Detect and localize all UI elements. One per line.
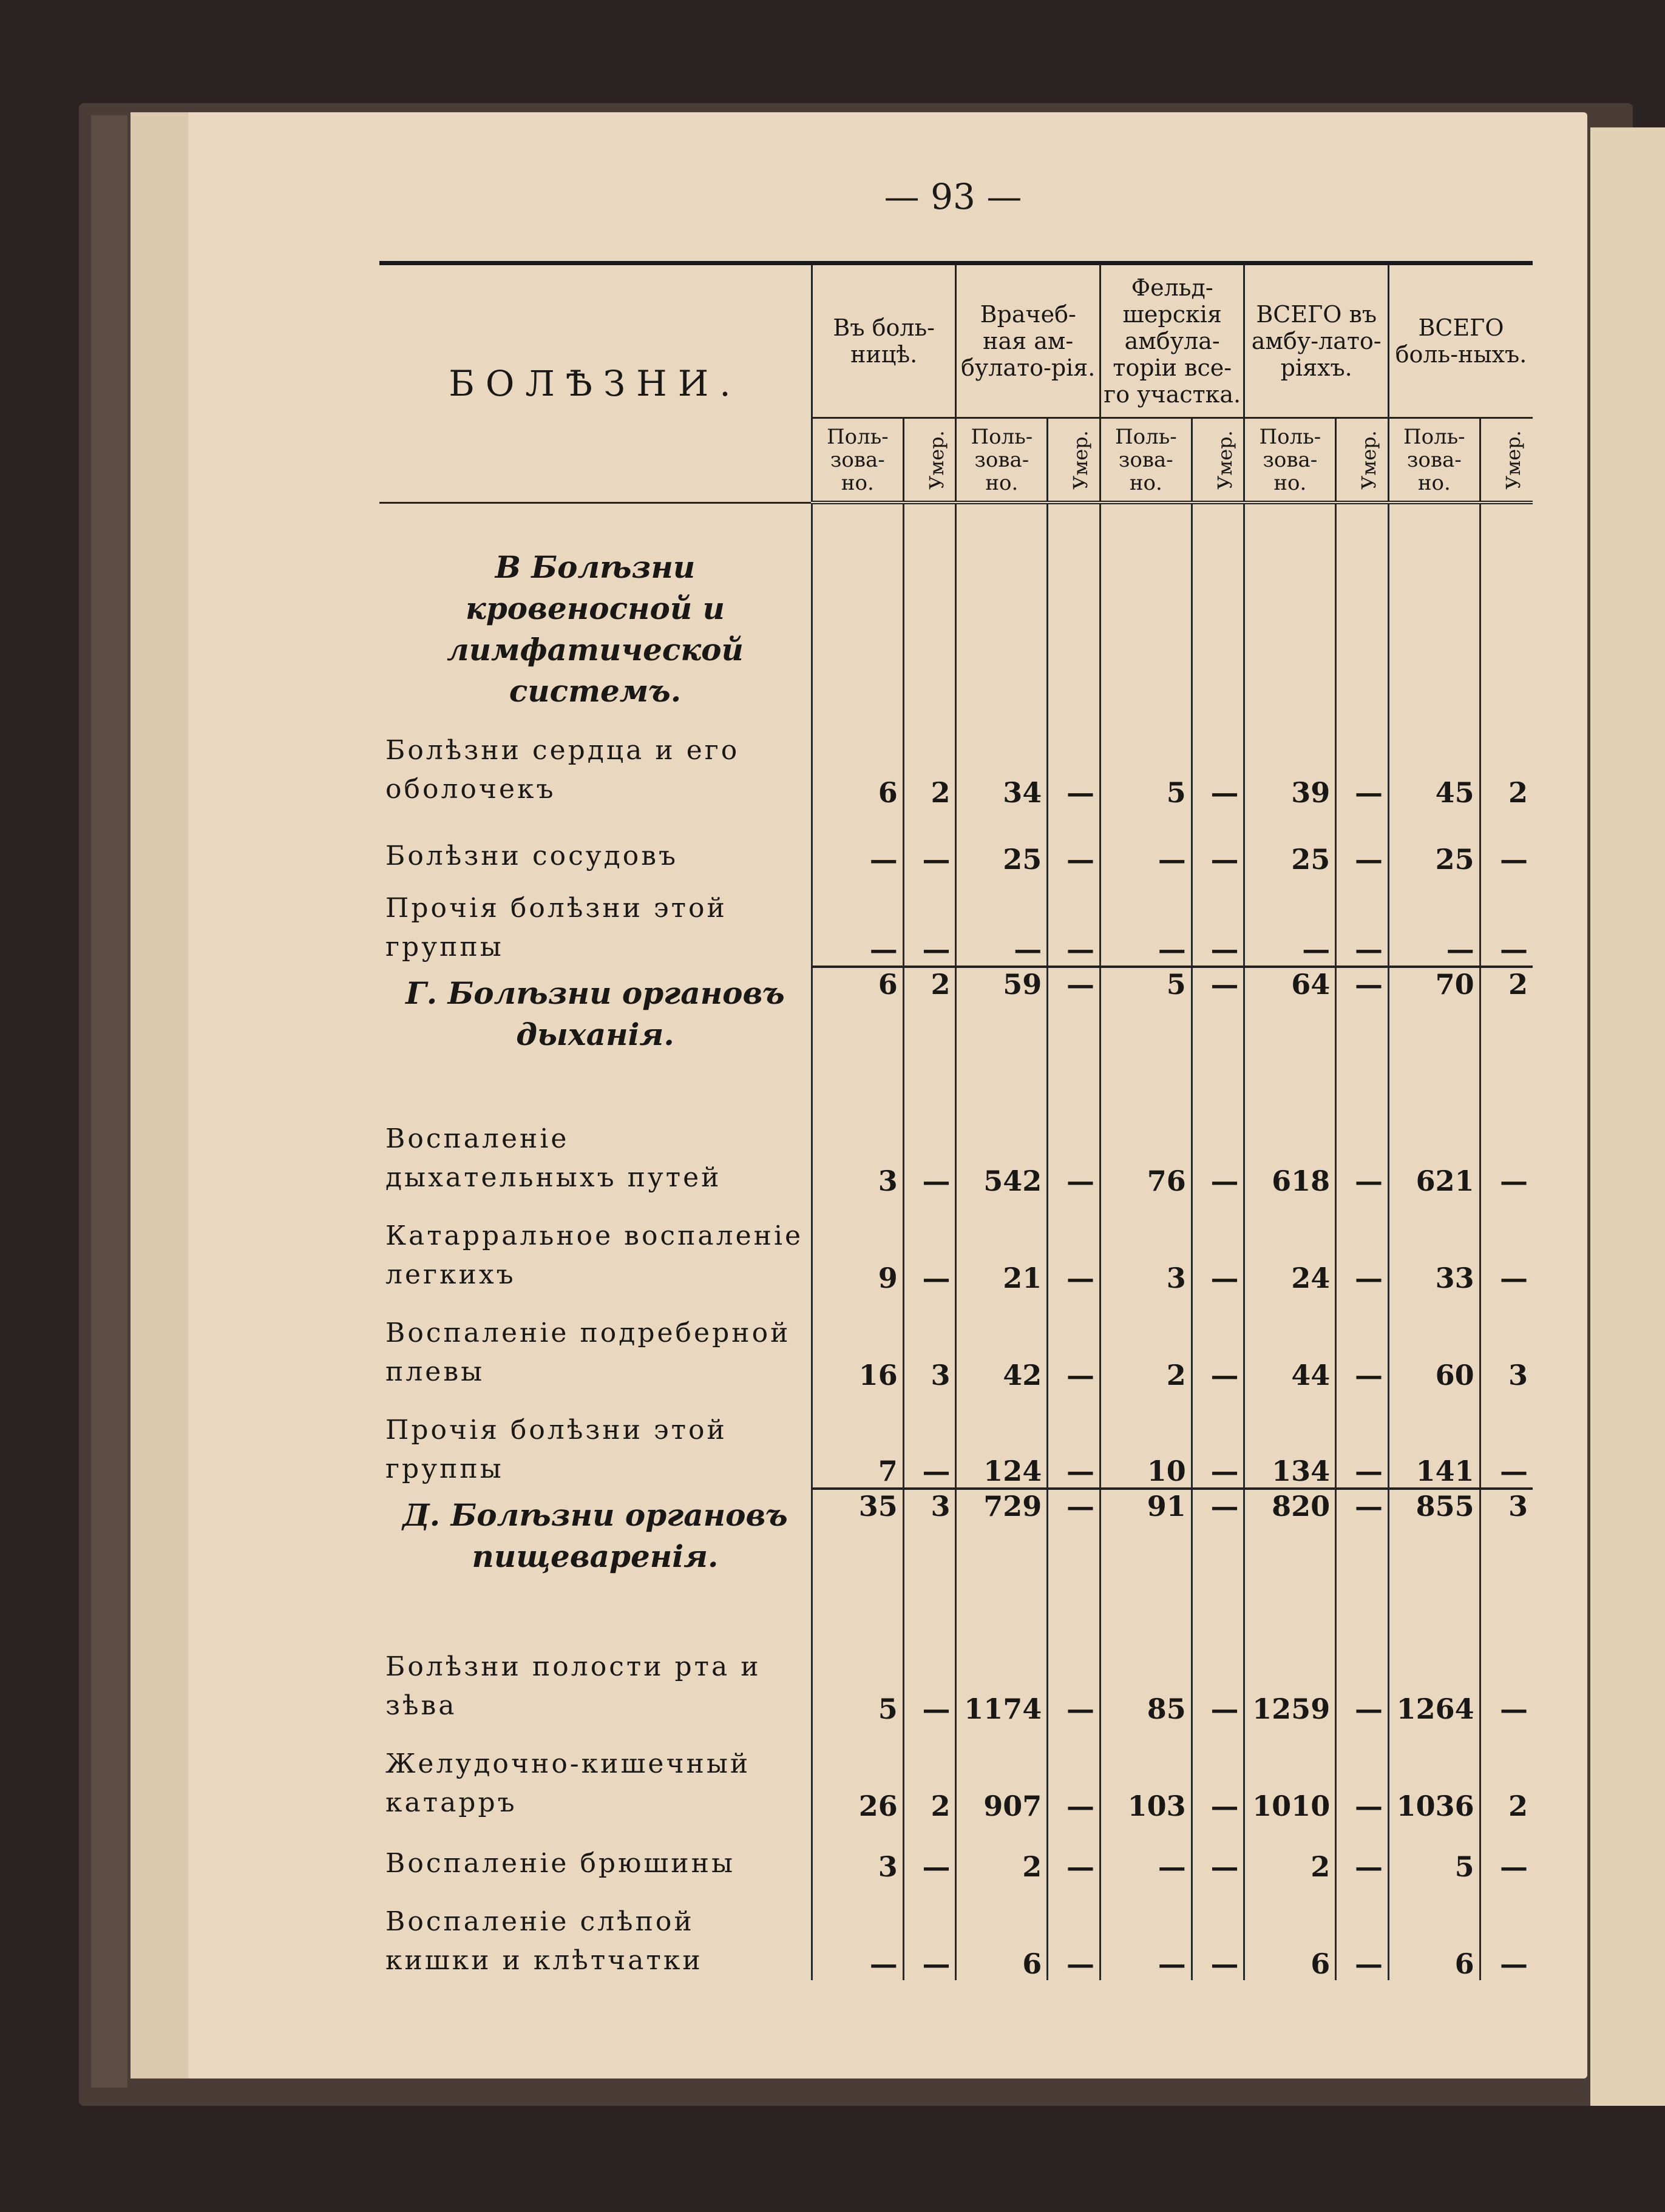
- cell: 2: [903, 1725, 956, 1822]
- cell: —: [812, 876, 903, 967]
- cell: —: [903, 1822, 956, 1883]
- cell: —: [1192, 1100, 1244, 1197]
- cell: —: [1336, 1392, 1389, 1489]
- subheader-died: Умер.: [1480, 418, 1533, 503]
- subheader-died: Умер.: [1192, 418, 1244, 503]
- cell: 1264: [1388, 1622, 1480, 1725]
- cell: 76: [1100, 1100, 1192, 1197]
- section-title: Д. Болѣзни органовъ пищеваренія.: [402, 1497, 788, 1574]
- cell: —: [1336, 1294, 1389, 1392]
- facing-page-edge: [1590, 127, 1665, 2106]
- cell: —: [903, 1622, 956, 1725]
- cell: —: [1480, 1883, 1533, 1980]
- total-cell: 2: [903, 967, 956, 1100]
- cell: 34: [956, 718, 1048, 809]
- total-cell: 6: [812, 967, 903, 1100]
- cell: 2: [903, 718, 956, 809]
- cell: 3: [1480, 1294, 1533, 1392]
- statistics-table-wrapper: [379, 261, 1533, 2039]
- cell: 21: [956, 1197, 1048, 1294]
- table-row: [379, 1392, 1533, 1489]
- row-name: Катарральное воспаленіе легкихъ: [385, 1220, 804, 1290]
- cell: 618: [1244, 1100, 1336, 1197]
- cell: —: [1336, 1725, 1389, 1822]
- row-name: Желудочно-кишечный катарръ: [385, 1748, 751, 1818]
- cell: 5: [1100, 718, 1192, 809]
- cell: —: [1192, 1294, 1244, 1392]
- cell: 2: [1480, 1725, 1533, 1822]
- table-row: [379, 1622, 1533, 1725]
- cell: 907: [956, 1725, 1048, 1822]
- total-cell: —: [1336, 967, 1389, 1100]
- row-name: Воспаленіе дыхательныхъ путей: [385, 1123, 722, 1193]
- table-row: [379, 1822, 1533, 1883]
- row-name: Воспаленіе брюшины: [385, 1848, 735, 1879]
- cell: —: [956, 876, 1048, 967]
- cell: 2: [1100, 1294, 1192, 1392]
- cell: 3: [812, 1822, 903, 1883]
- cell: 2: [1244, 1822, 1336, 1883]
- cell: 141: [1388, 1392, 1480, 1489]
- cell: 134: [1244, 1392, 1336, 1489]
- cell: 7: [812, 1392, 903, 1489]
- cell: 26: [812, 1725, 903, 1822]
- cell: —: [1048, 1622, 1100, 1725]
- cell: 6: [812, 718, 903, 809]
- row-name: Воспаленіе подреберной плевы: [385, 1317, 791, 1387]
- row-name: Болѣзни сосудовъ: [385, 840, 678, 871]
- cell: —: [1048, 809, 1100, 876]
- row-name: Болѣзни полости рта и зѣва: [385, 1651, 761, 1721]
- subheader-used: Поль-зова-но.: [956, 418, 1048, 503]
- cell: 45: [1388, 718, 1480, 809]
- cell: —: [903, 876, 956, 967]
- cell: —: [1048, 876, 1100, 967]
- cell: —: [812, 809, 903, 876]
- section-title: Г. Болѣзни органовъ дыханія.: [405, 975, 785, 1052]
- total-cell: —: [1048, 967, 1100, 1100]
- total-cell: 855: [1388, 1489, 1480, 1622]
- cell: —: [1192, 1725, 1244, 1822]
- cell: 25: [1388, 809, 1480, 876]
- page-gutter: [131, 112, 188, 2078]
- cell: 124: [956, 1392, 1048, 1489]
- total-cell: 70: [1388, 967, 1480, 1100]
- total-cell: —: [1192, 967, 1244, 1100]
- book-spine: [91, 115, 127, 2088]
- table-row: [379, 718, 1533, 809]
- cell: 1036: [1388, 1725, 1480, 1822]
- cell: 3: [903, 1294, 956, 1392]
- total-cell: 3: [903, 1489, 956, 1622]
- cell: —: [1192, 1883, 1244, 1980]
- cell: 60: [1388, 1294, 1480, 1392]
- subheader-died: Умер.: [1048, 418, 1100, 503]
- total-patients-header: ВСЕГО боль-ныхъ.: [1388, 263, 1533, 418]
- cell: 16: [812, 1294, 903, 1392]
- cell: 2: [1480, 718, 1533, 809]
- cell: —: [1192, 1622, 1244, 1725]
- cell: —: [1480, 1392, 1533, 1489]
- cell: —: [1048, 718, 1100, 809]
- cell: —: [1100, 1883, 1192, 1980]
- cell: —: [903, 1392, 956, 1489]
- total-cell: 35: [812, 1489, 903, 1622]
- row-name: Прочія болѣзни этой группы: [385, 893, 727, 962]
- section-title: В Болѣзни кровеносной и лимфатической системъ.: [447, 549, 744, 709]
- cell: —: [903, 1883, 956, 1980]
- cell: —: [1048, 1197, 1100, 1294]
- cell: 621: [1388, 1100, 1480, 1197]
- table-row: [379, 1725, 1533, 1822]
- cell: —: [1192, 718, 1244, 809]
- total-cell: 59: [956, 967, 1048, 1100]
- cell: —: [1048, 1883, 1100, 1980]
- subheader-used: Поль-зова-но.: [1244, 418, 1336, 503]
- cell: 542: [956, 1100, 1048, 1197]
- total-cell: 3: [1480, 1489, 1533, 1622]
- subheader-died: Умер.: [903, 418, 956, 503]
- total-cell: 64: [1244, 967, 1336, 1100]
- total-ambulatory-header: ВСЕГО въ амбу-лато-ріяхъ.: [1244, 263, 1388, 418]
- table-row: [379, 1883, 1533, 1980]
- table-row: [379, 876, 1533, 967]
- cell: 25: [956, 809, 1048, 876]
- cell: —: [1048, 1100, 1100, 1197]
- row-name: Болѣзни сердца и его оболочекъ: [385, 735, 740, 805]
- cell: 42: [956, 1294, 1048, 1392]
- cell: 39: [1244, 718, 1336, 809]
- cell: 2: [956, 1822, 1048, 1883]
- cell: —: [1336, 876, 1389, 967]
- cell: 103: [1100, 1725, 1192, 1822]
- cell: —: [903, 1197, 956, 1294]
- cell: 3: [1100, 1197, 1192, 1294]
- cell: 10: [1100, 1392, 1192, 1489]
- section-total-row: [379, 1489, 1533, 1622]
- cell: —: [1480, 1822, 1533, 1883]
- cell: —: [1048, 1392, 1100, 1489]
- cell: 5: [1388, 1822, 1480, 1883]
- row-name: Воспаленіе слѣпой кишки и клѣтчатки: [385, 1906, 703, 1976]
- cell: —: [1192, 1392, 1244, 1489]
- cell: 9: [812, 1197, 903, 1294]
- cell: 85: [1100, 1622, 1192, 1725]
- cell: —: [1100, 876, 1192, 967]
- cell: 5: [812, 1622, 903, 1725]
- cell: —: [1336, 809, 1389, 876]
- cell: 6: [956, 1883, 1048, 1980]
- subheader-used: Поль-зова-но.: [1100, 418, 1192, 503]
- total-cell: 820: [1244, 1489, 1336, 1622]
- cell: —: [1480, 1197, 1533, 1294]
- total-cell: 91: [1100, 1489, 1192, 1622]
- table-row: [379, 1197, 1533, 1294]
- cell: —: [1336, 1883, 1389, 1980]
- cell: 44: [1244, 1294, 1336, 1392]
- cell: —: [1192, 1822, 1244, 1883]
- doctor-ambulatory-header: Врачеб-ная ам-булато-рія.: [956, 263, 1100, 418]
- cell: 1259: [1244, 1622, 1336, 1725]
- cell: —: [903, 809, 956, 876]
- cell: —: [1480, 809, 1533, 876]
- cell: 24: [1244, 1197, 1336, 1294]
- cell: —: [1048, 1294, 1100, 1392]
- total-cell: 5: [1100, 967, 1192, 1100]
- cell: —: [1192, 876, 1244, 967]
- cell: —: [1336, 1197, 1389, 1294]
- cell: —: [1388, 876, 1480, 967]
- cell: —: [1192, 1197, 1244, 1294]
- table-row: [379, 809, 1533, 876]
- cell: —: [1336, 1822, 1389, 1883]
- page-number: — 93 —: [884, 176, 1022, 217]
- cell: —: [1480, 876, 1533, 967]
- cell: —: [812, 1883, 903, 1980]
- total-cell: —: [1048, 1489, 1100, 1622]
- subheader-used: Поль-зова-но.: [812, 418, 903, 503]
- cell: 1010: [1244, 1725, 1336, 1822]
- table-row: [379, 1294, 1533, 1392]
- subheader-used: Поль-зова-но.: [1388, 418, 1480, 503]
- total-cell: —: [1192, 1489, 1244, 1622]
- cell: 6: [1244, 1883, 1336, 1980]
- cell: 6: [1388, 1883, 1480, 1980]
- hospital-header: Въ боль-ницѣ.: [812, 263, 956, 418]
- cell: —: [1336, 718, 1389, 809]
- cell: —: [1336, 1622, 1389, 1725]
- section-total-row: [379, 967, 1533, 1100]
- cell: —: [1100, 1822, 1192, 1883]
- cell: —: [1048, 1725, 1100, 1822]
- total-cell: 2: [1480, 967, 1533, 1100]
- subheader-died: Умер.: [1336, 418, 1389, 503]
- diseases-header: БОЛѢЗНИ.: [379, 263, 812, 503]
- cell: —: [903, 1100, 956, 1197]
- table-row: [379, 1100, 1533, 1197]
- cell: 3: [812, 1100, 903, 1197]
- cell: —: [1480, 1622, 1533, 1725]
- cell: 33: [1388, 1197, 1480, 1294]
- diseases-table: [379, 261, 1533, 1980]
- feldsher-ambulatory-header: Фельд-шерскія амбула-торіи все-го участка.: [1100, 263, 1244, 418]
- total-cell: —: [1336, 1489, 1389, 1622]
- cell: —: [1244, 876, 1336, 967]
- row-name: Прочія болѣзни этой группы: [385, 1415, 727, 1484]
- cell: —: [1192, 809, 1244, 876]
- cell: —: [1480, 1100, 1533, 1197]
- cell: —: [1336, 1100, 1389, 1197]
- total-cell: 729: [956, 1489, 1048, 1622]
- cell: 25: [1244, 809, 1336, 876]
- cell: —: [1048, 1822, 1100, 1883]
- cell: 1174: [956, 1622, 1048, 1725]
- cell: —: [1100, 809, 1192, 876]
